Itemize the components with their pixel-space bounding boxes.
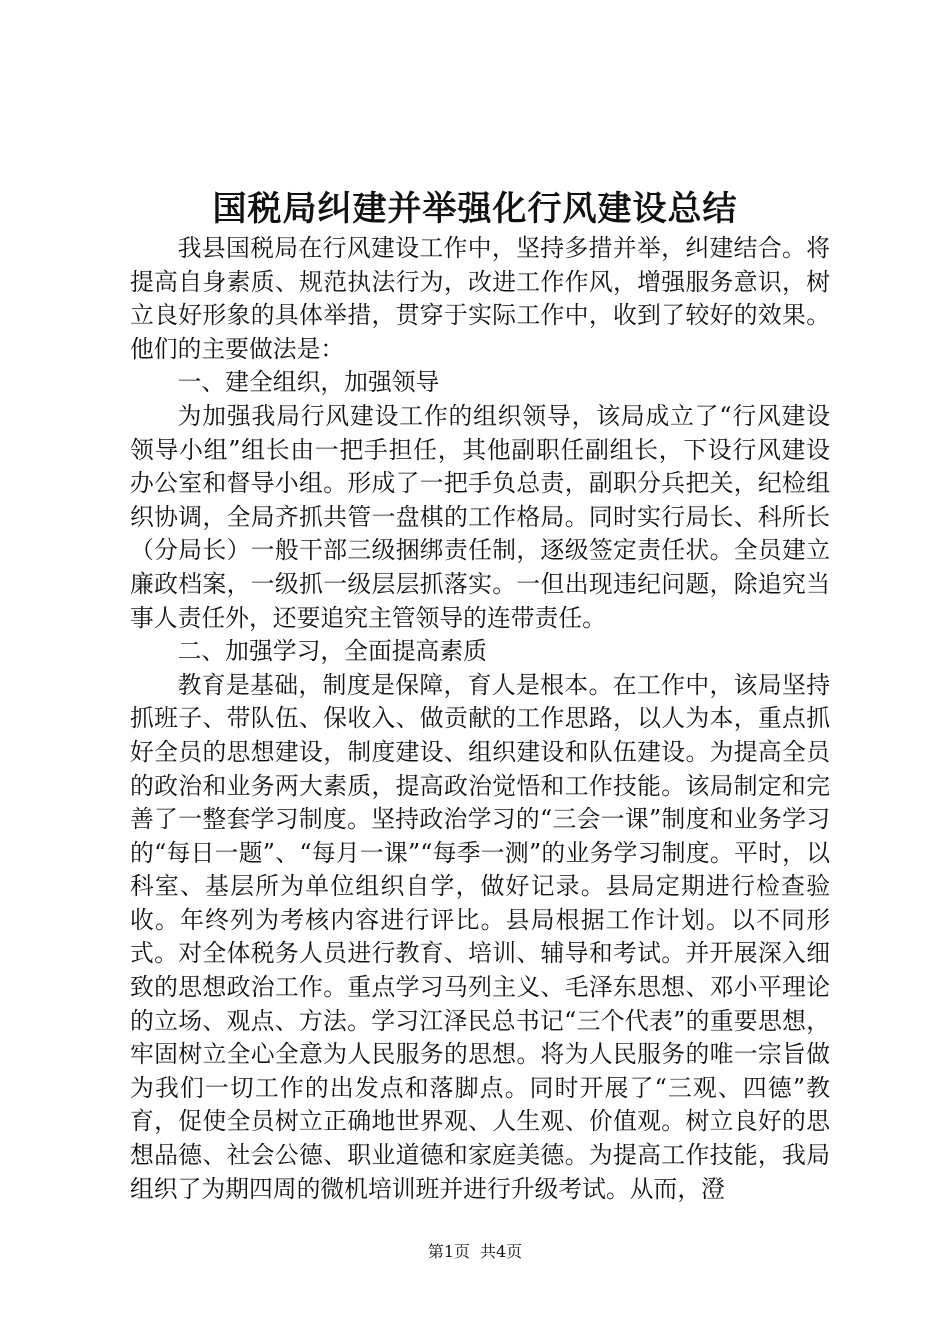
paragraph-intro: 我县国税局在行风建设工作中，坚持多措并举，纠建结合。将提高自身素质、规范执法行为，改进工作作风，增强服务意识，树立良好形象的具体举措，贯穿于实际工作中，收到了较好的效果。他们的主要做法是： bbox=[130, 234, 830, 363]
page-total: 共4页 bbox=[480, 1242, 523, 1261]
document-title: 国税局纠建并举强化行风建设总结 bbox=[212, 189, 738, 229]
document-body bbox=[130, 232, 830, 1206]
section-heading-2: 二、加强学习，全面提高素质 bbox=[177, 637, 487, 666]
section-heading-1: 一、建全组织，加强领导 bbox=[177, 368, 440, 397]
page-number: 第1页 bbox=[427, 1242, 470, 1261]
paragraph-section-1: 为加强我局行风建设工作的组织领导，该局成立了“行风建设领导小组”组长由一把手担任，其他副职任副组长，下设行风建设办公室和督导小组。形成了一把手负总责，副职分兵把关，纪检组织协调，全局齐抓共管一盘棋的工作格局。同时实行局长、科所长（分局长）一般干部三级捆绑责任制，逐级签定责任状。全员建立廉政档案，一级抓一级层层抓落实。一但出现违纪问题，除追究当事人责任外，还要追究主管领导的连带责任。 bbox=[130, 401, 830, 632]
paragraph-section-2: 教育是基础，制度是保障，育人是根本。在工作中，该局坚持抓班子、带队伍、保收入、做贡献的工作思路，以人为本，重点抓好全员的思想建设，制度建设、组织建设和队伍建设。为提高全员的政治和业务两大素质，提高政治觉悟和工作技能。该局制定和完善了一整套学习制度。坚持政治学习的“三会一课”制度和业务学习的“每日一题”、“每月一课”“每季一测”的业务学习制度。平时，以科室、基层所为单位组织自学，做好记录。县局定期进行检查验收。年终列为考核内容进行评比。县局根据工作计划。以不同形式。对全体税务人员进行教育、培训、辅导和考试。并开展深入细致的思想政治工作。重点学习马列主义、毛泽东思想、邓小平理论的立场、观点、方法。学习江泽民总书记“三个代表”的重要思想，牢固树立全心全意为人民服务的思想。将为人民服务的唯一宗旨做为我们一切工作的出发点和落脚点。同时开展了“三观、四德”教育，促使全员树立正确地世界观、人生观、价值观。树立良好的思想品德、社会公德、职业道德和家庭美德。为提高工作技能，我局组织了为期四周的微机培训班并进行升级考试。从而，澄 bbox=[130, 670, 830, 1203]
page-footer bbox=[0, 1240, 950, 1264]
